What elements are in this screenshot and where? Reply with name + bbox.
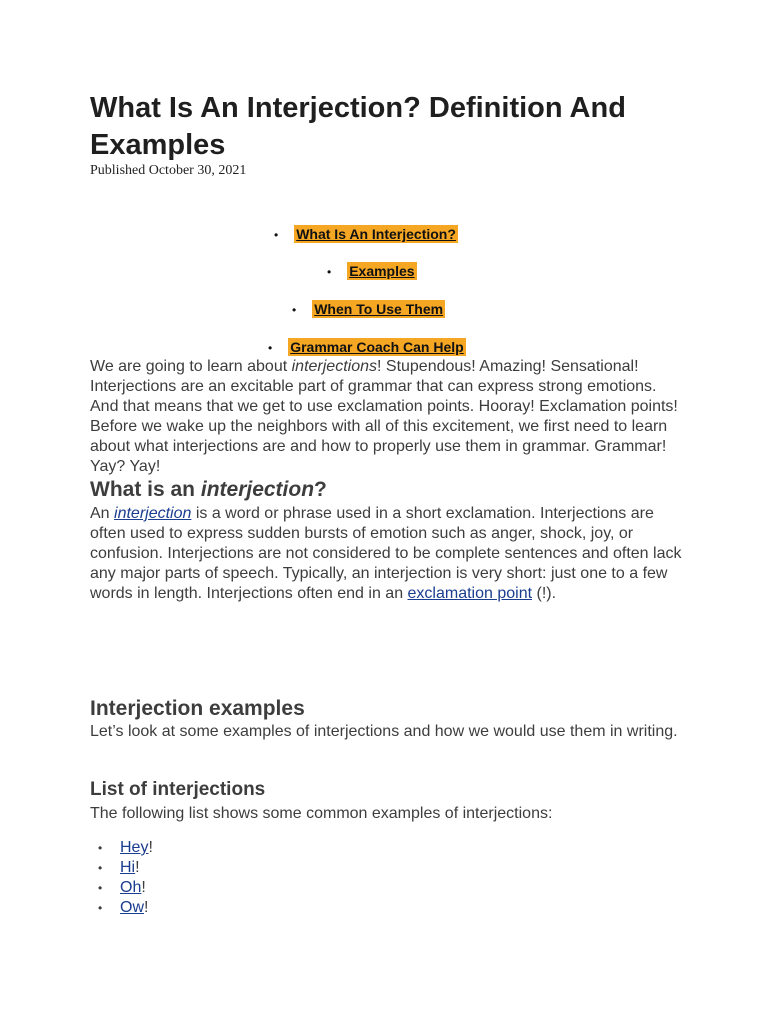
heading-text: What is an [90,478,201,501]
definition-lead: An [90,505,115,522]
toc-item-when-to-use [292,301,445,317]
bullet-icon: • [274,228,279,242]
list-item [90,878,153,898]
intro-paragraph [90,357,686,477]
exclamation-mark: ! [148,839,153,856]
intro-text-rest: ! Stupendous! Amazing! Sensational! Interjections are an excitable part of grammar that can express strong emotions. And that means that we get to use exclamation points. Hooray! Exclamation points! Before we wake up the neighbors with all of this excitement, we first need to learn about what interjections are and how to properly use them in grammar. Grammar! Yay? Yay! [90,358,678,475]
toc-item-examples [327,263,417,279]
exclamation-point-link[interactable]: exclamation point [407,585,533,602]
list-heading: List of interjections [90,779,266,800]
list-item [90,898,153,918]
list-item [90,838,153,858]
interjection-link-ow[interactable]: Ow [120,899,144,916]
heading-italic: interjection [200,478,315,501]
interjection-link-hi[interactable]: Hi [120,859,136,876]
intro-text: We are going to learn about [90,358,292,375]
interjection-link[interactable]: interjection [114,505,192,522]
list-item [90,858,153,878]
interjection-link-oh[interactable]: Oh [120,879,142,896]
toc-link-grammar-coach[interactable]: Grammar Coach Can Help [290,339,464,355]
published-date: Published October 30, 2021 [90,163,247,178]
exclamation-mark: ! [135,859,140,876]
interjection-list [90,838,153,918]
exclamation-mark: ! [141,879,146,896]
exclamation-mark: ! [144,899,149,916]
toc-link-what-is[interactable]: What Is An Interjection? [296,226,456,242]
page-title: What Is An Interjection? Definition And Examples [90,92,626,161]
examples-paragraph: Let’s look at some examples of interjections and how we would use them in writing. [90,723,678,740]
bullet-icon: • [327,265,332,279]
list-intro: The following list shows some common examples of interjections: [90,805,553,822]
intro-italic: interjections [291,358,377,375]
bullet-icon: • [268,341,273,355]
toc-link-when-to-use[interactable]: When To Use Them [314,301,444,317]
toc-link-examples[interactable]: Examples [349,263,415,279]
interjection-link-hey[interactable]: Hey [120,839,149,856]
heading-punct: ? [314,478,327,501]
definition-text: is a word or phrase used in a short exclamation. Interjections are often used to express sudden bursts of emotion such as anger, shock, joy, or confusion. Interjections are not considered to be complete sentences and often lack any major parts of speech. Typically, an interjection is very short: just one to a few words in length. Interjections often end in an [90,505,682,602]
bullet-icon: • [292,303,297,317]
definition-paragraph [90,504,686,604]
toc-item-grammar-coach [268,339,466,355]
definition-heading [90,478,327,502]
toc-item-what-is [274,226,458,242]
definition-tail: (!). [532,585,557,602]
examples-heading: Interjection examples [90,697,305,720]
